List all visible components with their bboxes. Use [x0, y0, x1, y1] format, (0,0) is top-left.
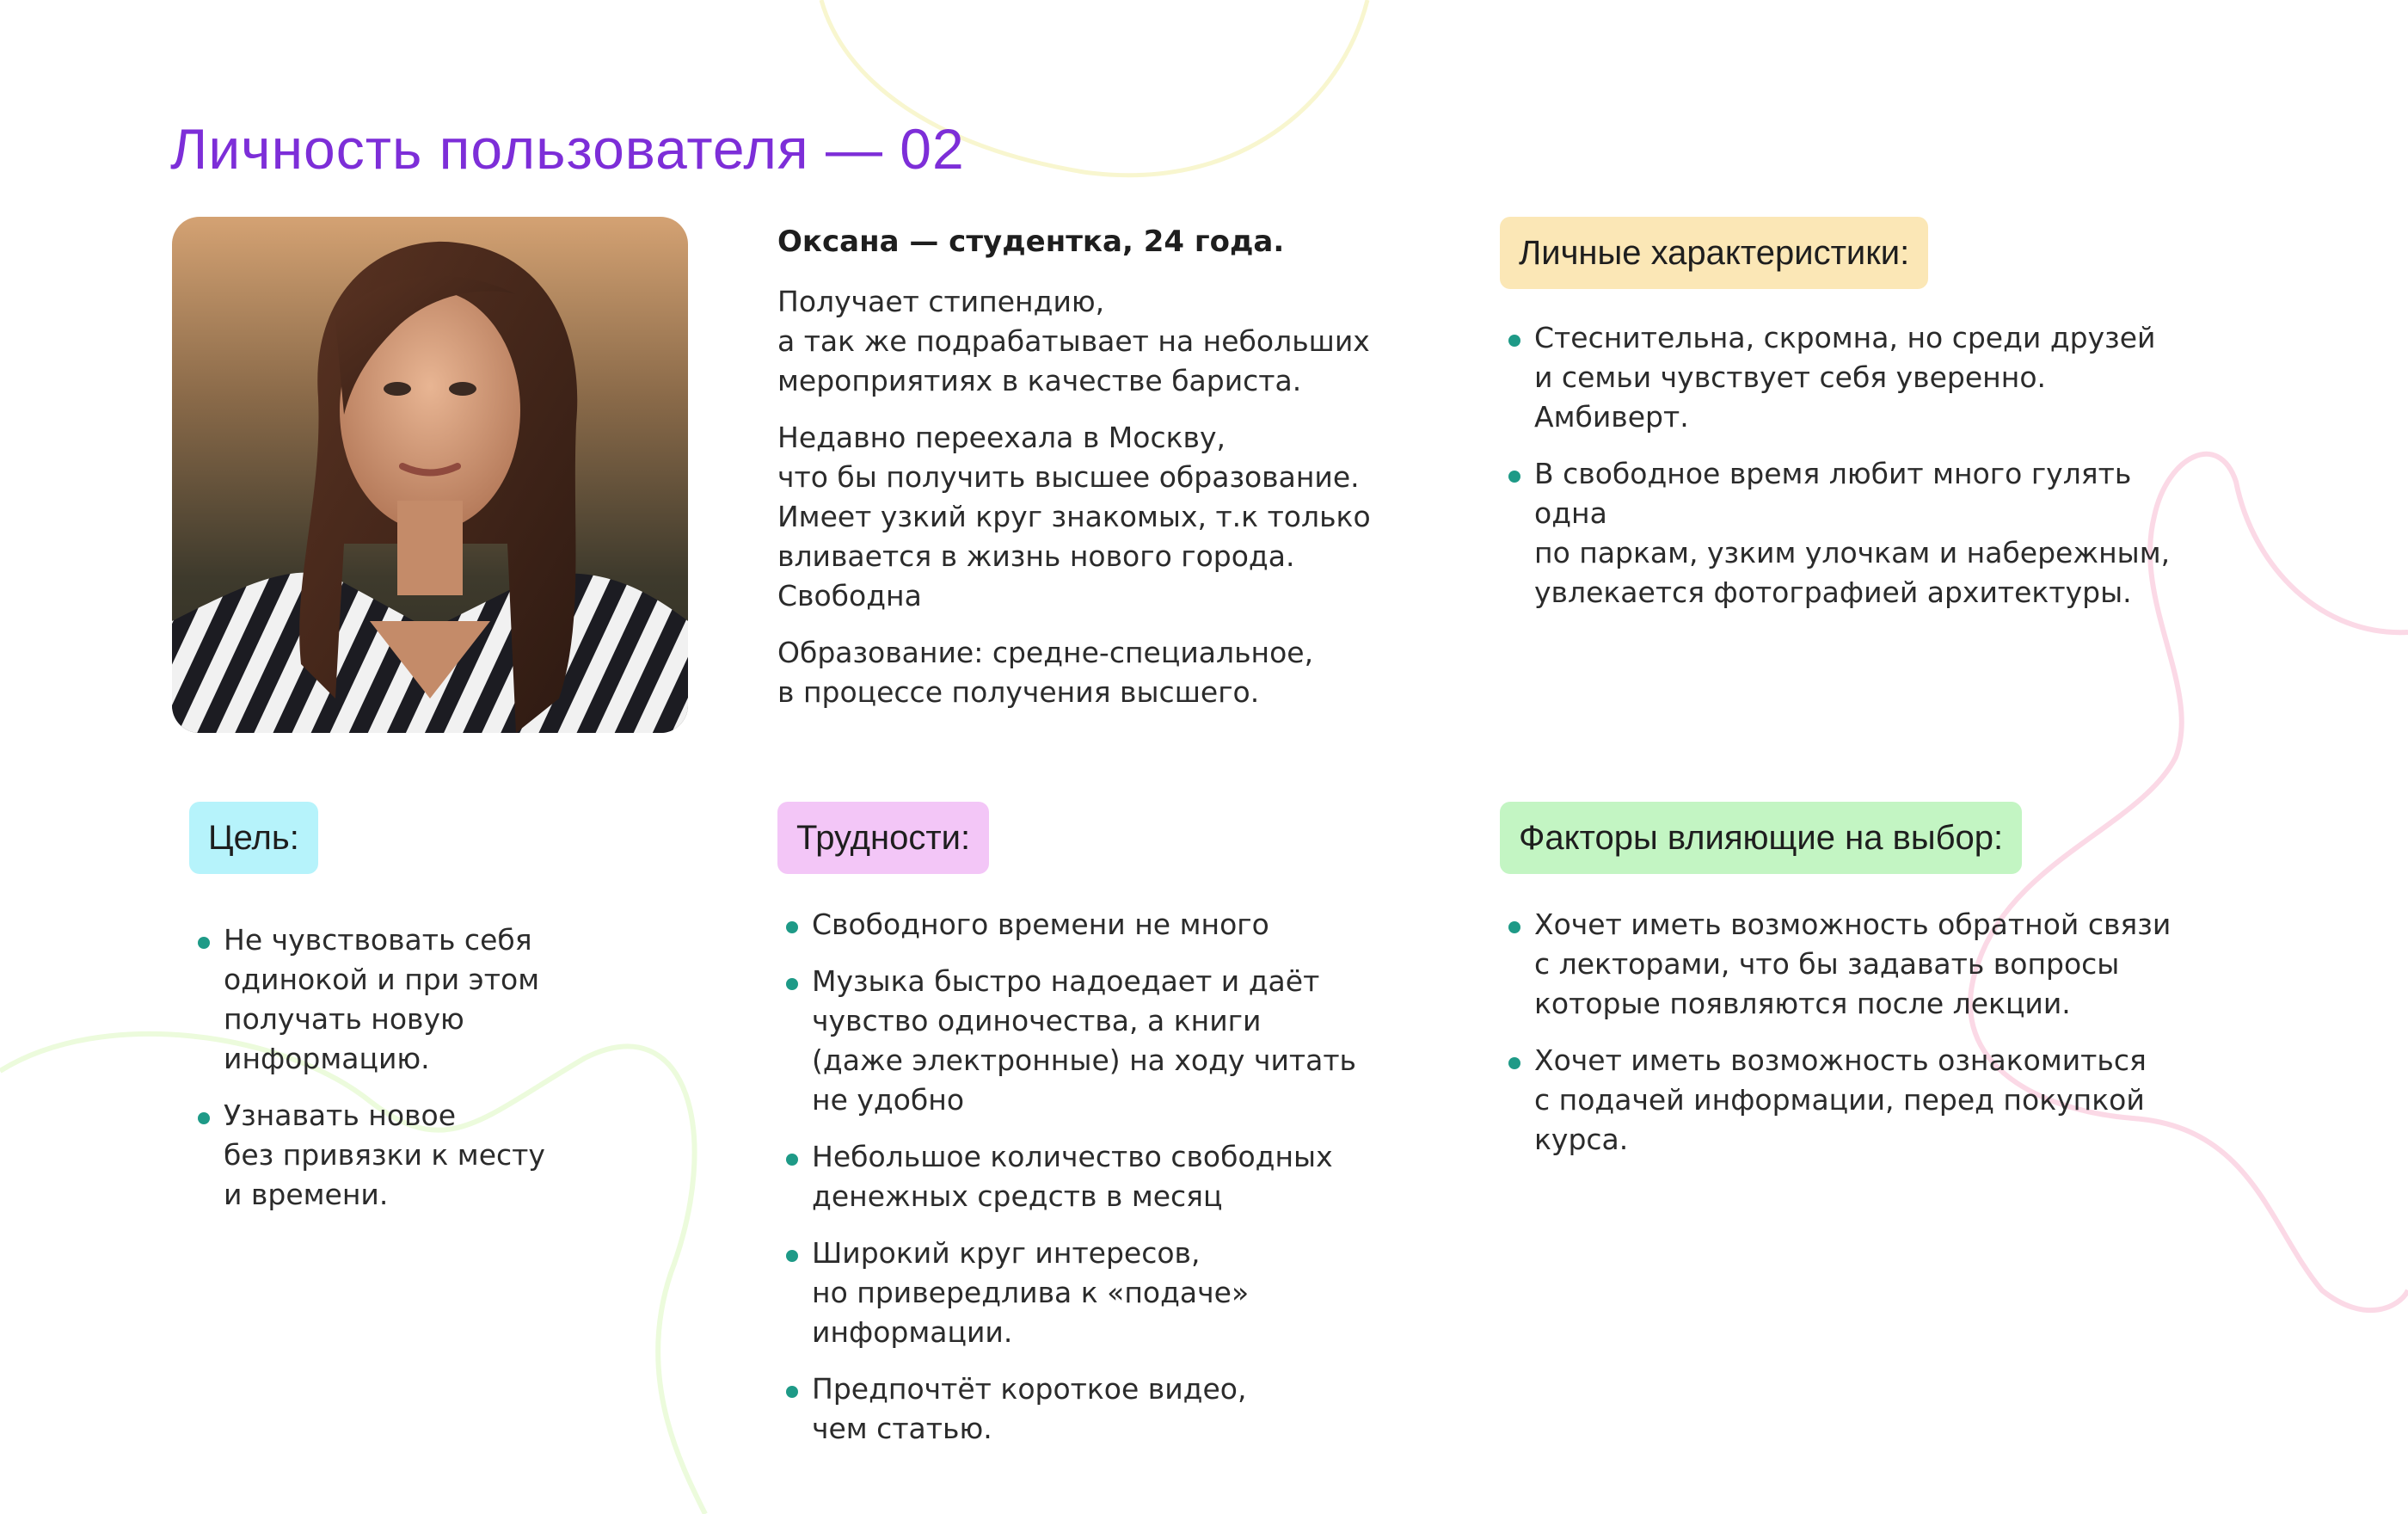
goal-list: [198, 920, 576, 1232]
page-title: Личность пользователя — 02: [170, 117, 965, 181]
persona-photo: [172, 217, 688, 733]
factors-heading: Факторы влияющие на выбор:: [1500, 802, 2022, 874]
traits-list: [1508, 318, 2196, 630]
list-item: Стеснительна, скромна, но среди друзей и семьи чувствует себя уверенно. Амбиверт.: [1508, 318, 2196, 437]
list-item: В свободное время любит много гулять одна по паркам, узким улочкам и набережным, увлекается фотографией архитектуры.: [1508, 454, 2196, 612]
bio-paragraph: Образование: средне-специальное, в процессе получения высшего.: [777, 636, 1314, 709]
portrait-photo-icon: [172, 217, 688, 733]
list-item: Музыка быстро надоедает и даёт чувство одиночества, а книги (даже электронные) на ходу читать не удобно: [786, 962, 1405, 1120]
list-item: Широкий круг интересов, но привередлива к «подаче» информации.: [786, 1234, 1405, 1352]
list-item: Хочет иметь возможность обратной связи с лекторами, что бы задавать вопросы которые появляются после лекции.: [1508, 905, 2179, 1024]
bio-paragraph: Недавно переехала в Москву, что бы получить высшее образование. Имеет узкий круг знакомых, т.к только вливается в жизнь нового города. Свободна: [777, 421, 1371, 612]
traits-heading: Личные характеристики:: [1500, 217, 1928, 289]
list-item: Свободного времени не много: [786, 905, 1405, 945]
difficulties-list: [786, 905, 1405, 1466]
goal-heading: Цель:: [189, 802, 318, 874]
list-item: Предпочтёт короткое видео, чем статью.: [786, 1369, 1405, 1449]
list-item: Не чувствовать себя одинокой и при этом получать новую информацию.: [198, 920, 576, 1079]
persona-name: Оксана — студентка, 24 года.: [777, 225, 1285, 259]
list-item: Небольшое количество свободных денежных средств в месяц: [786, 1137, 1405, 1216]
list-item: Узнавать новое без привязки к месту и времени.: [198, 1096, 576, 1215]
bio-paragraph: Получает стипендию, а так же подрабатывает на небольших мероприятиях в качестве бариста.: [777, 285, 1370, 397]
difficulties-heading: Трудности:: [777, 802, 989, 874]
persona-bio: [777, 220, 1379, 729]
list-item: Хочет иметь возможность ознакомиться с подачей информации, перед покупкой курса.: [1508, 1041, 2179, 1160]
factors-list: [1508, 905, 2179, 1177]
